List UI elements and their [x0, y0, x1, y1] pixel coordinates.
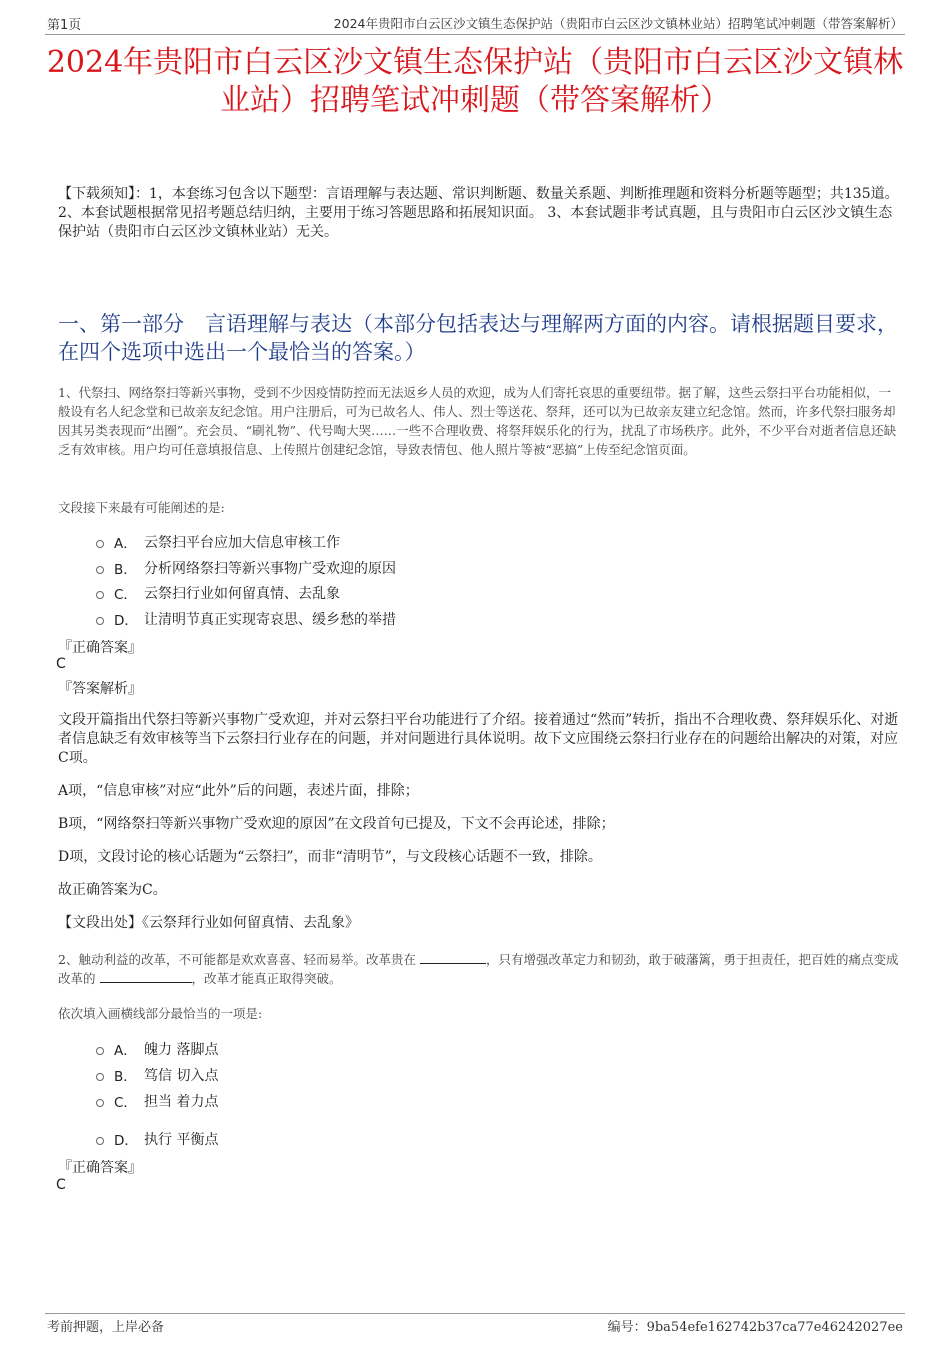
q1-answer: C: [56, 656, 66, 672]
option-letter: D．: [114, 613, 138, 629]
question-2-text: [58, 950, 900, 988]
blank-1: [420, 951, 486, 964]
question-1-prompt: 文段接下来最有可能阐述的是:: [58, 500, 225, 515]
question-1-text: 1、代祭扫、网络祭扫等新兴事物，受到不少因疫情防控而无法返乡人员的欢迎，成为人们寄托哀思的重要纽带。据了解，这些云祭扫平台功能相似，一般设有名人纪念堂和已故亲友纪念馆。用户注册后，可为已故名人、伟人、烈士等送花、祭拜，还可以为已故亲友建立纪念馆。然而，许多代祭扫服务却因其另类表现而“出圈”。充会员、“刷礼物”、代号啕大哭……一些不合理收费、将祭拜娱乐化的行为，扰乱了市场秩序。此外，不少平台对逝者信息还缺乏有效审核。用户均可任意填报信息、上传照片创建纪念馆，导致表情包、他人照片等被“恶搞”上传至纪念馆页面。: [58, 385, 897, 457]
option-letter: A．: [114, 536, 137, 552]
q1-option-b[interactable]: [96, 558, 396, 578]
q1-source: 【文段出处】《云祭拜行业如何留真情、去乱象》: [58, 915, 359, 931]
q1-analysis-main: 文段开篇指出代祭扫等新兴事物广受欢迎，并对云祭扫平台功能进行了介绍。接着通过“然而”转折，指出不合理收费、祭拜娱乐化、对逝者信息缺乏有效审核等当下云祭扫行业存在的问题，并对问题进行具体说明。故下文应围绕云祭扫行业存在的问题给出解决的对策，对应C项。: [58, 712, 899, 766]
footer-doc-id: 编号：9ba54efe162742b37ca77e46242027ee: [607, 1320, 903, 1335]
radio-icon[interactable]: [96, 1137, 104, 1145]
q2-answer: C: [56, 1177, 66, 1193]
q1-analysis-b: B项，“网络祭扫等新兴事物广受欢迎的原因”在文段首句已提及，下文不会再论述，排除；: [58, 816, 615, 832]
blank-2: [100, 970, 192, 983]
option-letter: B．: [114, 562, 137, 578]
option-letter: C．: [114, 587, 137, 603]
radio-icon[interactable]: [96, 540, 104, 548]
section-title: 一、第一部分 言语理解与表达（本部分包括表达与理解两方面的内容。请根据题目要求，在四个选项中选出一个最恰当的答案。）: [58, 312, 898, 364]
page-footer: [45, 1313, 905, 1334]
page-number: 第1页: [47, 18, 82, 33]
radio-icon[interactable]: [96, 1047, 104, 1055]
q2-text-part-a: 2、触动利益的改革，不可能都是欢欢喜喜、轻而易举。改革贵在: [58, 952, 416, 967]
option-text: 笃信 切入点: [144, 1068, 219, 1084]
q1-analysis-conclusion: 故正确答案为C。: [58, 882, 167, 898]
option-text: 让清明节真正实现寄哀思、缓乡愁的举措: [144, 612, 396, 628]
q1-analysis-label: 『答案解析』: [58, 681, 142, 697]
option-letter: C．: [114, 1095, 137, 1111]
radio-icon[interactable]: [96, 566, 104, 574]
page-header: [45, 14, 905, 35]
q1-option-c[interactable]: [96, 583, 340, 603]
header-title: 2024年贵阳市白云区沙文镇生态保护站（贵阳市白云区沙文镇林业站）招聘笔试冲刺题（带答案解析）: [333, 16, 903, 31]
option-text: 云祭扫平台应加大信息审核工作: [144, 535, 340, 551]
radio-icon[interactable]: [96, 591, 104, 599]
q2-option-d[interactable]: [96, 1129, 218, 1149]
q2-text-part-b: ，只有增强改革定力和韧劲，敢于破藩篱，勇于担责任，把百姓的痛点变成改革的: [58, 952, 899, 986]
q1-option-a[interactable]: [96, 532, 340, 552]
document-title: 2024年贵阳市白云区沙文镇生态保护站（贵阳市白云区沙文镇林业站）招聘笔试冲刺题（带答案解析）: [46, 45, 904, 118]
q1-analysis-d: D项，文段讨论的核心话题为“云祭扫”，而非“清明节”，与文段核心话题不一致，排除。: [58, 849, 602, 865]
option-letter: B．: [114, 1069, 137, 1085]
option-text: 担当 着力点: [144, 1094, 219, 1110]
footer-slogan: 考前押题，上岸必备: [47, 1320, 165, 1335]
q1-analysis-a: A项，“信息审核”对应“此外”后的问题，表述片面，排除；: [58, 783, 419, 799]
question-2-prompt: 依次填入画横线部分最恰当的一项是:: [58, 1006, 263, 1021]
download-notice: 【下载须知】：1，本套练习包含以下题型：言语理解与表达题、常识判断题、数量关系题、判断推理题和资料分析题等题型；共135道。 2、本套试题根据常见招考题总结归纳，主要用于练习答题思路和拓展知识面。 3、本套试题非考试真题，且与贵阳市白云区沙文镇生态保护站（贵阳市白云区沙文镇林业站）无关。: [58, 186, 899, 240]
radio-icon[interactable]: [96, 1099, 104, 1107]
q2-option-c[interactable]: [96, 1091, 218, 1111]
option-text: 魄力 落脚点: [144, 1042, 219, 1058]
radio-icon[interactable]: [96, 617, 104, 625]
option-text: 执行 平衡点: [144, 1132, 219, 1148]
q2-text-part-c: ，改革才能真正取得突破。: [191, 971, 342, 986]
q2-answer-label: 『正确答案』: [58, 1160, 142, 1176]
option-letter: A．: [114, 1043, 137, 1059]
q2-option-b[interactable]: [96, 1065, 218, 1085]
q2-option-a[interactable]: [96, 1039, 218, 1059]
q1-answer-label: 『正确答案』: [58, 640, 142, 656]
option-text: 分析网络祭扫等新兴事物广受欢迎的原因: [144, 561, 396, 577]
q1-option-d[interactable]: [96, 609, 396, 629]
radio-icon[interactable]: [96, 1073, 104, 1081]
option-text: 云祭扫行业如何留真情、去乱象: [144, 586, 340, 602]
option-letter: D．: [114, 1133, 138, 1149]
